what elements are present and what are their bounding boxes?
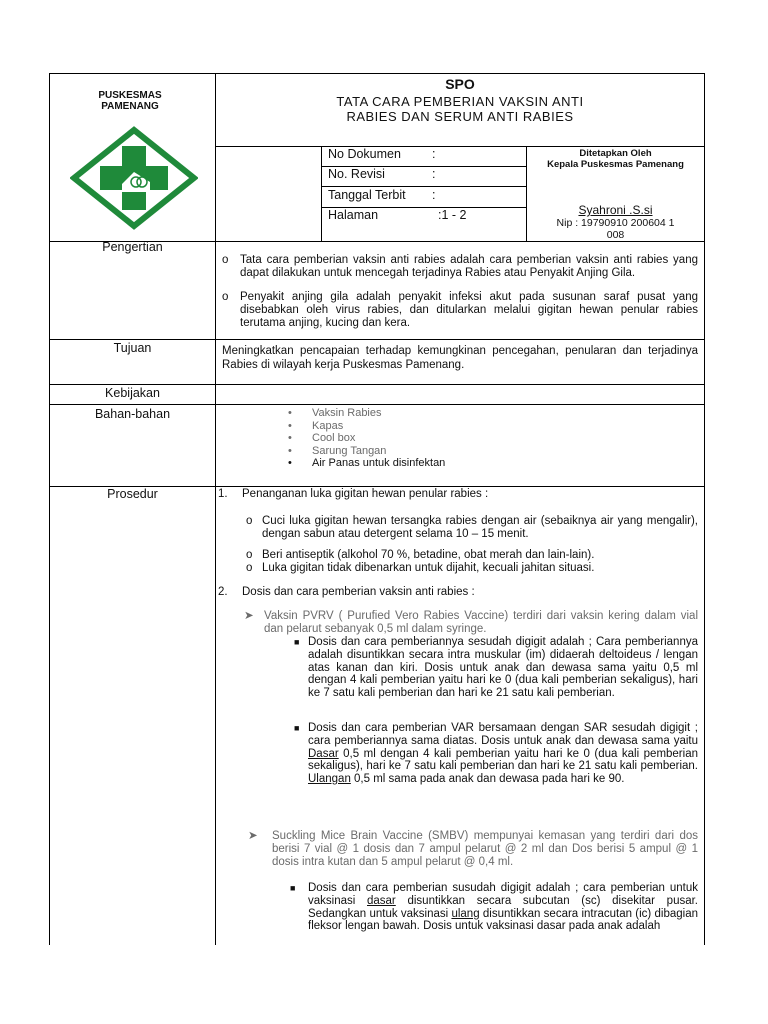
smbv-description: Suckling Mice Brain Vaccine (SMBV) mempunyai kemasan yang terdiri dari dos berisi 7 vial @ 1 dosis dan 7 ampul pelarut @ 2 ml dan Dos berisi 5 ampul @ 1 dosis intra kutan dan 5 ampul pelarut @ 0,4 ml. xyxy=(272,830,698,868)
list-item: • Cool box xyxy=(288,432,356,444)
tanggal-terbit-colon: : xyxy=(432,188,436,202)
step-1-title: Penanganan luka gigitan hewan penular rabies : xyxy=(242,488,489,500)
section-bahan: Bahan-bahan xyxy=(94,407,171,421)
tujuan-text: Meningkatkan pencapaian terhadap kemungkinan pencegahan, penularan dan terjadinya Rabies di wilayah kerja Puskesmas Pamenang. xyxy=(222,345,698,371)
ditetapkan-oleh xyxy=(527,148,704,170)
title-line-1: TATA CARA PEMBERIAN VAKSIN ANTI xyxy=(336,94,584,109)
smbv-item-1: Dosis dan cara pemberian susudah digigit adalah ; cara pemberian untuk vaksinasi dasar disuntikkan secara subcutan (sc) disekitar pusar. Sedangkan untuk vaksinasi ulang disuntikkan secara intracutan (ic) dibagian fleksor lengan bawah. Dosis untuk vaksinasi dasar pada anak adalah xyxy=(308,882,698,933)
list-item: • Air Panas untuk disinfektan xyxy=(288,457,446,469)
step-2-title: Dosis dan cara pemberian vaksin anti rabies : xyxy=(242,586,475,598)
signer-nip xyxy=(527,217,704,241)
step-number: 1. xyxy=(218,488,228,500)
bullet-icon: • xyxy=(288,432,292,444)
table-border-top xyxy=(49,73,705,74)
pvrv-item-2: Dosis dan cara pemberian VAR bersamaan dengan SAR sesudah digigit ; cara pemberiannya sama diatas. Dosis untuk anak dan dewasa sama yaitu Dasar 0,5 ml dengan 4 kali pemberian yaitu hari ke 0 (dua kali pemberian sekaligus), hari ke 7 satu kali pemberian dan hari ke 21 satu kali pemberian. Ulangan 0,5 ml sama pada anak dan dewasa pada hari ke 90. xyxy=(308,722,698,786)
doc-title xyxy=(216,94,704,124)
doc-type: SPO xyxy=(445,76,475,92)
square-bullet-icon: ■ xyxy=(290,883,296,893)
org-line-2: PAMENANG xyxy=(101,101,159,112)
section-pengertian: Pengertian xyxy=(102,240,163,254)
tanggal-terbit-label: Tanggal Terbit xyxy=(328,188,406,202)
step-1-item-b: Beri antiseptik (alkohol 70 %, betadine, obat merah dan lain-lain). xyxy=(262,549,595,561)
row-divider-pengertian xyxy=(49,339,705,340)
org-name xyxy=(60,90,200,112)
no-revisi-label: No. Revisi xyxy=(328,167,385,181)
no-dokumen-label: No Dokumen xyxy=(328,147,401,161)
ditetapkan-line-1: Ditetapkan Oleh xyxy=(579,148,652,159)
meta-divider-left xyxy=(321,146,322,241)
nip-line-1: Nip : 19790910 200604 1 xyxy=(556,217,675,229)
no-dokumen-colon: : xyxy=(432,147,436,161)
halaman-label: Halaman xyxy=(328,208,379,222)
arrow-bullet-icon: ➤ xyxy=(244,610,254,622)
table-border-left xyxy=(49,73,50,945)
row-divider-title xyxy=(215,146,705,147)
table-border-right xyxy=(704,73,705,945)
ditetapkan-line-2: Kepala Puskesmas Pamenang xyxy=(547,159,684,170)
square-bullet-icon: ■ xyxy=(294,723,300,733)
bullet-icon: • xyxy=(288,407,292,419)
step-1-item-c: Luka gigitan tidak dibenarkan untuk dijahit, kecuali jahitan situasi. xyxy=(262,562,595,574)
meta-row-2 xyxy=(321,186,526,187)
title-line-2: RABIES DAN SERUM ANTI RABIES xyxy=(346,109,574,124)
bullet-icon: o xyxy=(222,254,229,266)
pengertian-item-1: Tata cara pemberian vaksin anti rabies adalah cara pemberian vaksin anti rabies yang dapat dilakukan untuk mencegah terjadinya Rabies atau Penyakit Anjing Gila. xyxy=(240,254,698,279)
bullet-icon: • xyxy=(288,419,292,432)
pengertian-item-2: Penyakit anjing gila adalah penyakit infeksi akut pada susunan saraf pusat yang disebabkan oleh virus rabies, dan ditularkan melalui gigitan hewan penular rabies terutama anjing, kucing dan kera. xyxy=(240,291,698,329)
list-item: • Sarung Tangan xyxy=(288,444,387,457)
list-item: • Kapas xyxy=(288,419,344,432)
no-revisi-colon: : xyxy=(432,167,436,181)
pvrv-item-1: Dosis dan cara pemberiannya sesudah digigit adalah ; Cara pemberiannya adalah disuntikkan secara intra muskular (im) didaerah deltoideus / lengan atas kanan dan kiri. Dosis untuk anak dan dewasa sama yaitu 0,5 ml dengan 4 kali pemberian yaitu hari ke 0 (dua kali pemberian sekaligus), hari ke 7 satu kali pemberian dan hari ke 21 satu kali pemberian. xyxy=(308,636,698,700)
bullet-icon: o xyxy=(246,515,253,527)
section-tujuan: Tujuan xyxy=(113,341,152,355)
bullet-icon: o xyxy=(246,562,253,574)
bullet-icon: • xyxy=(288,457,292,469)
step-number: 2. xyxy=(218,586,228,598)
bullet-icon: • xyxy=(288,444,292,457)
row-divider-kebijakan xyxy=(49,404,705,405)
section-kebijakan: Kebijakan xyxy=(105,386,160,400)
signer-name: Syahroni .S.si xyxy=(578,203,653,217)
nip-line-2: 008 xyxy=(606,229,625,241)
row-divider-tujuan xyxy=(49,384,705,385)
pvrv-description: Vaksin PVRV ( Purufied Vero Rabies Vaccine) terdiri dari vaksin kering dalam vial dan pelarut sebanyak 0,5 ml dalam syringe. xyxy=(264,610,698,635)
column-divider xyxy=(215,73,216,945)
list-item: • Vaksin Rabies xyxy=(288,407,382,419)
section-prosedur: Prosedur xyxy=(107,487,158,501)
square-bullet-icon: ■ xyxy=(294,637,300,647)
puskesmas-logo xyxy=(70,126,198,230)
arrow-bullet-icon: ➤ xyxy=(248,830,258,842)
halaman-value: :1 - 2 xyxy=(438,208,467,222)
bahan-list xyxy=(288,407,588,470)
bullet-icon: o xyxy=(246,549,253,561)
step-1-item-a: Cuci luka gigitan hewan tersangka rabies dengan air (sebaiknya air yang mengalir), dengan sabun atau detergent selama 10 – 15 menit. xyxy=(262,515,698,540)
org-line-1: PUSKESMAS xyxy=(98,90,162,101)
bullet-icon: o xyxy=(222,291,229,303)
